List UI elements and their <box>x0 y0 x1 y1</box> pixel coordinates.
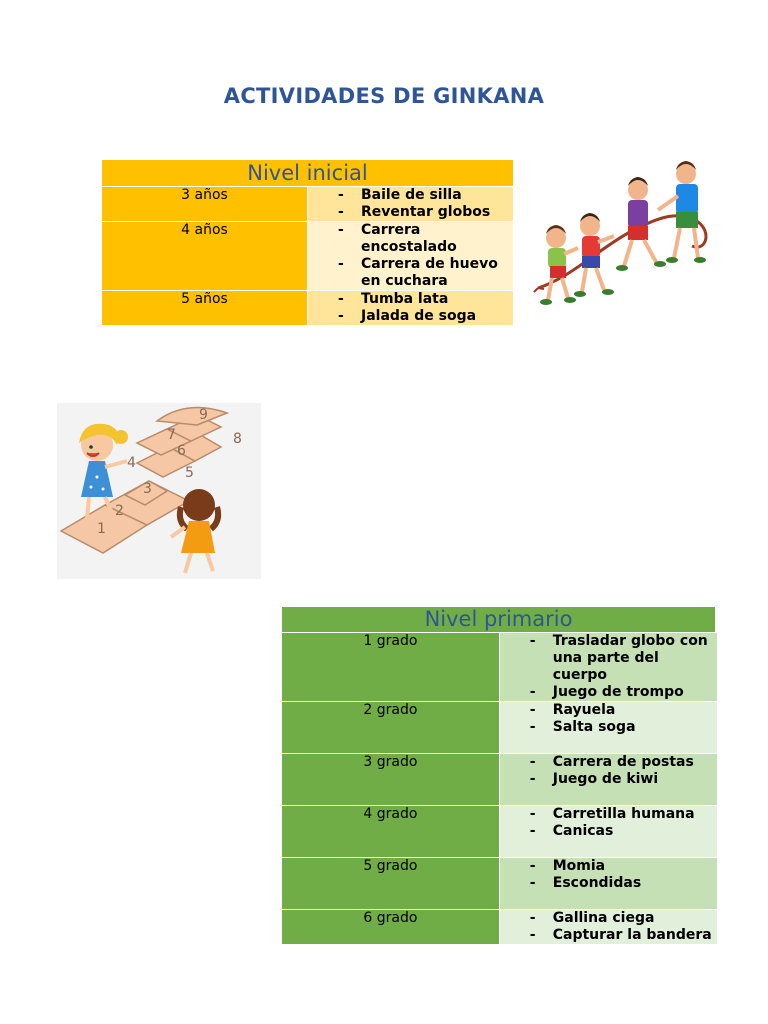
activities-cell <box>499 633 716 702</box>
activities-cell <box>499 702 716 754</box>
activity-item: - Carrera de huevo en cuchara <box>308 256 513 290</box>
activities-cell <box>499 910 716 945</box>
activity-item: - Carrera encostalado <box>308 222 513 256</box>
grade-cell: 5 grado <box>282 858 499 910</box>
age-cell: 5 años <box>102 291 308 326</box>
table-row <box>282 806 717 858</box>
hopscotch-number: 4 <box>127 455 136 471</box>
activity-item: - Juego de kiwi <box>500 771 717 788</box>
table-row <box>282 633 717 702</box>
activities-cell <box>499 858 716 910</box>
grade-cell: 3 grado <box>282 754 499 806</box>
grade-cell: 1 grado <box>282 633 499 702</box>
table-row <box>102 222 513 291</box>
hopscotch-number: 1 <box>97 521 106 537</box>
activities-cell <box>499 754 716 806</box>
activity-item: - Carretilla humana <box>500 806 717 823</box>
activity-item: - Jalada de soga <box>308 308 513 325</box>
hopscotch-number: 7 <box>167 427 176 443</box>
activity-item: - Momia <box>500 858 717 875</box>
activity-item: - Gallina ciega <box>500 910 717 927</box>
table-row <box>282 910 717 945</box>
grade-cell: 4 grado <box>282 806 499 858</box>
activity-item: - Tumba lata <box>308 291 513 308</box>
activities-cell <box>499 806 716 858</box>
activity-item: - Reventar globos <box>308 204 513 221</box>
activity-item: - Juego de trompo <box>500 684 717 701</box>
activity-item: - Canicas <box>500 823 717 840</box>
hopscotch-number: 2 <box>115 503 124 519</box>
activities-cell <box>308 222 514 291</box>
hopscotch-illustration <box>57 403 261 579</box>
activities-cell <box>308 291 514 326</box>
activity-item: - Carrera de postas <box>500 754 717 771</box>
document-title: ACTIVIDADES DE GINKANA <box>223 84 545 108</box>
nivel-inicial-table <box>102 160 513 325</box>
activity-item: - Rayuela <box>500 702 717 719</box>
grade-cell: 6 grado <box>282 910 499 945</box>
table-row <box>102 291 513 326</box>
hopscotch-number: 8 <box>233 431 242 447</box>
table-row <box>282 702 717 754</box>
nivel-primario-table <box>282 607 718 944</box>
activity-item: - Salta soga <box>500 719 717 736</box>
activities-cell <box>308 187 514 222</box>
table-row <box>282 754 717 806</box>
activity-item: - Escondidas <box>500 875 717 892</box>
hopscotch-number: 5 <box>185 465 194 481</box>
age-cell: 3 años <box>102 187 308 222</box>
hopscotch-number: 3 <box>143 481 152 497</box>
tug-of-war-illustration <box>530 160 720 320</box>
table-row <box>102 187 513 222</box>
hopscotch-number: 6 <box>177 443 186 459</box>
activity-item: - Trasladar globo con una parte del cuerpo <box>500 633 717 684</box>
table-row <box>282 858 717 910</box>
nivel-inicial-header: Nivel inicial <box>102 160 513 187</box>
nivel-primario-header: Nivel primario <box>282 607 717 633</box>
activity-item: - Baile de silla <box>308 187 513 204</box>
activity-item: - Capturar la bandera <box>500 927 717 944</box>
hopscotch-number: 9 <box>199 407 208 423</box>
age-cell: 4 años <box>102 222 308 291</box>
grade-cell: 2 grado <box>282 702 499 754</box>
